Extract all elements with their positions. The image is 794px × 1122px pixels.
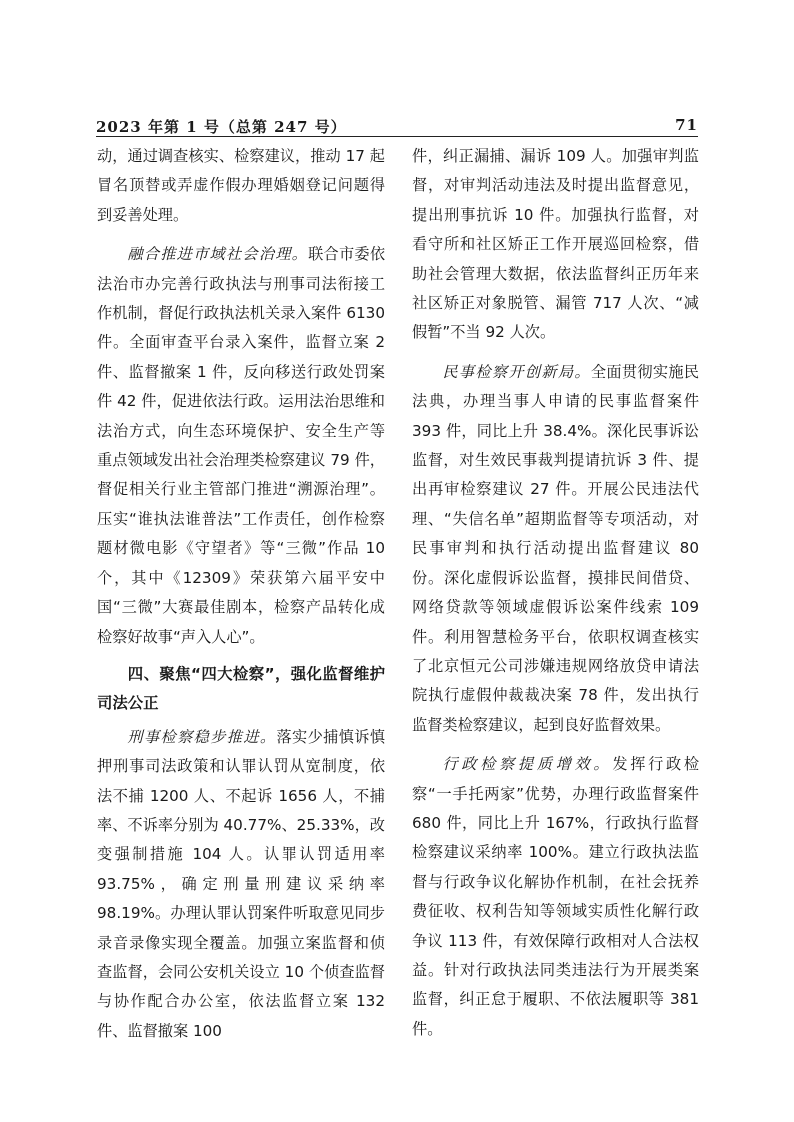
section-heading: 四、聚焦“四大检察”，强化监督维护司法公正: [97, 664, 385, 713]
paragraph-body: 联合市委依法治市办完善行政执法与刑事司法衔接工作机制，督促行政执法机关录入案件 6130 件。全面审查平台录入案件，监督立案 2 件、监督撤案 1 件，反向移送行政处罚案件 42 件，促进依法行政。运用法治思维和法治方式，向生态环境保护、安全生产等重点领域发出社会治理类检察建议 79 件，督促相关行业主管部门推进“溯源治理”。压实“谁执法谁普法”工作责任，创作检察题材微电影《守望者》等“三微”作品 10 个，其中《12309》荣获第六届平安中国“三微”大赛最佳剧本，检察产品转化成检察好故事“声入人心”。: [97, 245, 386, 646]
paragraph-continued: 件，纠正漏捕、漏诉 109 人。加强审判监督，对审判活动违法及时提出监督意见，提出刑事抗诉 10 件。加强执行监督，对看守所和社区矫正工作开展巡回检察，借助社会管理大数据，依法监督纠正历年来社区矫正对象脱管、漏管 717 人次、“减假暂”不当 92 人次。: [412, 147, 699, 342]
left-column: [97, 142, 385, 1046]
running-header: [96, 112, 698, 136]
paragraph-body: 全面贯彻实施民法典，办理当事人申请的民事监督案件 393 件，同比上升 38.4%。深化民事诉讼监督，对生效民事裁判提请抗诉 3 件、提出再审检察建议 27 件。开展公民违法代理、“失信名单”超期监督等专项活动，对民事审判和执行活动提出监督建议 80 份。深化虚假诉讼监督，摸排民间借贷、网络贷款等领域虚假诉讼案件线索 109 件。利用智慧检务平台，依职权调查核实了北京恒元公司涉嫌违规网络放贷申请法院执行虚假仲裁裁决案 78 件，发出执行监督类检察建议，起到良好监督效果。: [412, 362, 700, 734]
paragraph-body: 发挥行政检察“一手托两家”优势，办理行政监督案件 680 件，同比上升 167%，行政执行监督检察建议采纳率 100%。建立行政执法监督与行政争议化解协作机制，在社会抚养费征收、权利告知等领域实质性化解行政争议 113 件，有效保障行政相对人合法权益。针对行政执法同类违法行为开展类案监督，纠正怠于履职、不依法履职等 381 件。: [412, 755, 700, 1038]
page-number: 71: [675, 116, 698, 134]
paragraph-continued: 动，通过调查核实、检察建议，推动 17 起冒名顶替或弄虚作假办理婚姻登记问题得到妥善处理。: [97, 147, 385, 224]
paragraph-lead: 刑事检察稳步推进。: [127, 727, 277, 746]
paragraph-body: 落实少捕慎诉慎押刑事司法政策和认罪认罚从宽制度，依法不捕 1200 人、不起诉 1656 人，不捕率、不诉率分别为 40.77%、25.33%，改变强制措施 104 人。认罪认罚适用率 93.75%，确定刑量刑建议采纳率 98.19%。办理认罪认罚案件听取意见同步录音录像实现全覆盖。加强立案监督和侦查监督，会同公安机关设立 10 个侦查监督与协作配合办公室，依法监督立案 132 件、监督撤案 100: [97, 727, 386, 1040]
paragraph-lead: 融合推进市域社会治理。: [127, 245, 309, 264]
right-column: [412, 142, 699, 1044]
paragraph-civil-procuratorate: [412, 358, 699, 740]
paragraph-administrative-procuratorate: [412, 750, 699, 1044]
paragraph-lead: 民事检察开创新局。: [442, 362, 591, 381]
paragraph-lead: 行政检察提质增效。: [442, 755, 613, 774]
header-rule: [96, 136, 698, 137]
paragraph-criminal-procuratorate: [97, 723, 385, 1046]
paragraph-social-governance: [97, 240, 385, 652]
issue-label: 2023 年第 1 号（总第 247 号）: [96, 118, 347, 136]
